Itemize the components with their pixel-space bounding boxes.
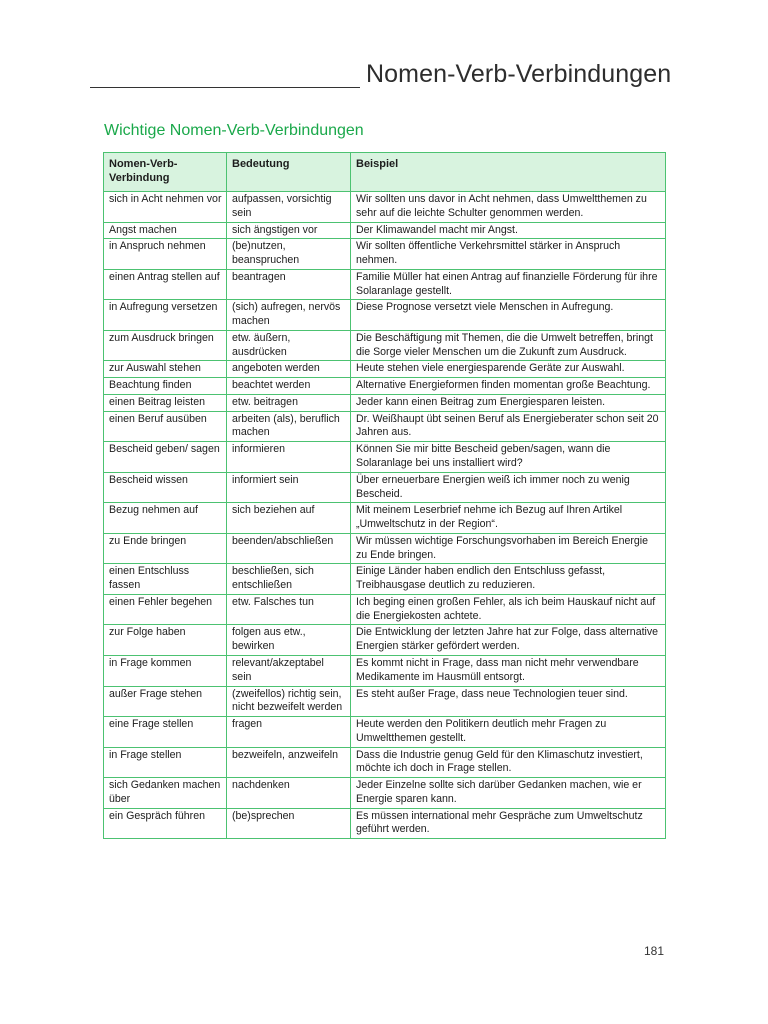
table-row [104,594,666,625]
cell-nomen-verb: Bezug nehmen auf [104,503,227,534]
cell-beispiel: Wir müssen wichtige Forschungsvorhaben im Bereich Energie zu Ende bringen. [351,533,666,564]
table-row [104,778,666,809]
cell-nomen-verb: zur Folge haben [104,625,227,656]
cell-bedeutung: beachtet werden [227,378,351,395]
cell-bedeutung: (be)sprechen [227,808,351,839]
cell-bedeutung: beantragen [227,269,351,300]
header-rule [90,87,360,88]
cell-beispiel: Wir sollten uns davor in Acht nehmen, dass Umweltthemen zu sehr auf die leichte Schulter genommen werden. [351,192,666,223]
cell-beispiel: Jeder kann einen Beitrag zum Energiesparen leisten. [351,394,666,411]
table-row [104,394,666,411]
cell-beispiel: Wir sollten öffentliche Verkehrsmittel stärker in Anspruch nehmen. [351,239,666,270]
cell-nomen-verb: zu Ende bringen [104,533,227,564]
table-row [104,717,666,748]
table-row [104,192,666,223]
cell-nomen-verb: Angst machen [104,222,227,239]
table-row [104,411,666,442]
cell-beispiel: Können Sie mir bitte Bescheid geben/sagen, wann die Solaranlage bei uns installiert wird? [351,442,666,473]
cell-beispiel: Familie Müller hat einen Antrag auf finanzielle Förderung für ihre Solaranlage gestellt. [351,269,666,300]
cell-nomen-verb: Beachtung finden [104,378,227,395]
cell-nomen-verb: zur Auswahl stehen [104,361,227,378]
cell-beispiel: Ich beging einen großen Fehler, als ich beim Hauskauf nicht auf die Energiekosten achtete. [351,594,666,625]
table-row [104,239,666,270]
cell-bedeutung: (sich) aufregen, nervös machen [227,300,351,331]
cell-beispiel: Heute werden den Politikern deutlich mehr Fragen zu Umweltthemen gestellt. [351,717,666,748]
cell-beispiel: Der Klimawandel macht mir Angst. [351,222,666,239]
cell-nomen-verb: außer Frage stehen [104,686,227,717]
cell-bedeutung: (be)nutzen, beanspruchen [227,239,351,270]
cell-bedeutung: fragen [227,717,351,748]
table-row [104,686,666,717]
table-row [104,564,666,595]
cell-bedeutung: folgen aus etw., bewirken [227,625,351,656]
table-row [104,747,666,778]
section-title: Wichtige Nomen-Verb-Verbindungen [104,122,364,139]
table-row [104,378,666,395]
cell-beispiel: Es steht außer Frage, dass neue Technologien teuer sind. [351,686,666,717]
table-row [104,625,666,656]
cell-bedeutung: angeboten werden [227,361,351,378]
cell-bedeutung: informieren [227,442,351,473]
cell-nomen-verb: Bescheid wissen [104,472,227,503]
cell-bedeutung: (zweifellos) richtig sein, nicht bezweifelt werden [227,686,351,717]
cell-nomen-verb: einen Entschluss fassen [104,564,227,595]
cell-bedeutung: informiert sein [227,472,351,503]
cell-nomen-verb: einen Beruf ausüben [104,411,227,442]
cell-nomen-verb: eine Frage stellen [104,717,227,748]
cell-bedeutung: sich ängstigen vor [227,222,351,239]
cell-nomen-verb: sich in Acht nehmen vor [104,192,227,223]
table-row [104,503,666,534]
table-row [104,300,666,331]
table-header-row [104,153,666,192]
table-row [104,361,666,378]
page-number: 181 [644,944,665,958]
column-header-beispiel: Beispiel [351,153,666,192]
cell-nomen-verb: Bescheid geben/ sagen [104,442,227,473]
cell-bedeutung: arbeiten (als), beruflich machen [227,411,351,442]
table-row [104,222,666,239]
column-header-bedeutung: Bedeutung [227,153,351,192]
cell-beispiel: Dr. Weißhaupt übt seinen Beruf als Energieberater schon seit 20 Jahren aus. [351,411,666,442]
cell-nomen-verb: sich Gedanken machen über [104,778,227,809]
column-header-nvv: Nomen-Verb- Verbindung [104,153,227,192]
cell-bedeutung: aufpassen, vorsichtig sein [227,192,351,223]
cell-bedeutung: beenden/abschließen [227,533,351,564]
cell-beispiel: Jeder Einzelne sollte sich darüber Gedanken machen, wie er Energie sparen kann. [351,778,666,809]
table-row [104,269,666,300]
cell-nomen-verb: zum Ausdruck bringen [104,330,227,361]
cell-bedeutung: sich beziehen auf [227,503,351,534]
cell-nomen-verb: ein Gespräch führen [104,808,227,839]
nomen-verb-table [103,152,666,839]
cell-nomen-verb: einen Fehler begehen [104,594,227,625]
table-row [104,533,666,564]
cell-beispiel: Es müssen international mehr Gespräche zum Umweltschutz geführt werden. [351,808,666,839]
cell-beispiel: Mit meinem Leserbrief nehme ich Bezug auf Ihren Artikel „Umweltschutz in der Region“. [351,503,666,534]
cell-beispiel: Heute stehen viele energiesparende Geräte zur Auswahl. [351,361,666,378]
cell-nomen-verb: in Frage kommen [104,655,227,686]
cell-nomen-verb: in Aufregung versetzen [104,300,227,331]
table-row [104,808,666,839]
table-row [104,330,666,361]
cell-beispiel: Die Entwicklung der letzten Jahre hat zur Folge, dass alternative Energien stärker gefördert werden. [351,625,666,656]
table-row [104,472,666,503]
cell-bedeutung: etw. äußern, ausdrücken [227,330,351,361]
cell-nomen-verb: in Frage stellen [104,747,227,778]
cell-bedeutung: beschließen, sich entschließen [227,564,351,595]
cell-nomen-verb: einen Antrag stellen auf [104,269,227,300]
page-header-title: Nomen-Verb-Verbindungen [366,60,672,88]
cell-beispiel: Die Beschäftigung mit Themen, die die Umwelt betreffen, bringt die Sorge vieler Menschen um die Zukunft zum Ausdruck. [351,330,666,361]
table-body [104,192,666,839]
cell-beispiel: Dass die Industrie genug Geld für den Klimaschutz investiert, möchte ich doch in Frage stellen. [351,747,666,778]
cell-bedeutung: etw. Falsches tun [227,594,351,625]
cell-bedeutung: bezweifeln, anzweifeln [227,747,351,778]
cell-beispiel: Einige Länder haben endlich den Entschluss gefasst, Treibhausgase deutlich zu reduzieren. [351,564,666,595]
cell-beispiel: Alternative Energieformen finden momentan große Beachtung. [351,378,666,395]
cell-bedeutung: nachdenken [227,778,351,809]
cell-bedeutung: etw. beitragen [227,394,351,411]
cell-nomen-verb: in Anspruch nehmen [104,239,227,270]
table-row [104,442,666,473]
cell-beispiel: Über erneuerbare Energien weiß ich immer noch zu wenig Bescheid. [351,472,666,503]
cell-nomen-verb: einen Beitrag leisten [104,394,227,411]
cell-beispiel: Es kommt nicht in Frage, dass man nicht mehr verwendbare Medikamente im Hausmüll entsorgt. [351,655,666,686]
cell-beispiel: Diese Prognose versetzt viele Menschen in Aufregung. [351,300,666,331]
table-row [104,655,666,686]
cell-bedeutung: relevant/akzeptabel sein [227,655,351,686]
